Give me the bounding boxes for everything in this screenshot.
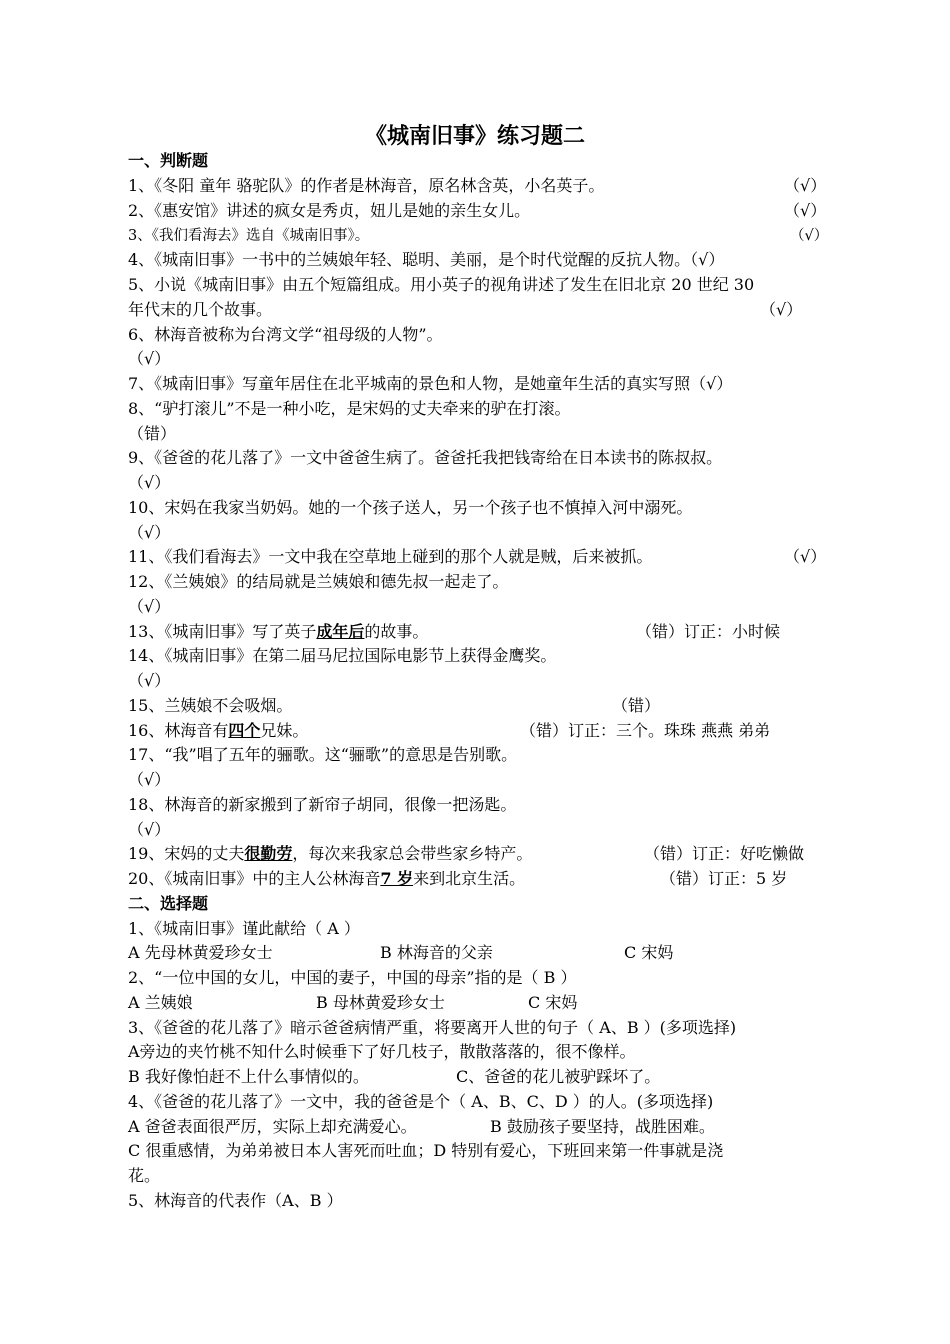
answer-mark: （错） [128, 424, 177, 443]
answer-mark: （错）订正：三个。珠珠 燕燕 弟弟 [520, 721, 771, 740]
answer-mark: （√） [128, 349, 171, 368]
question-10-mark [128, 521, 828, 546]
question-text: 5、小说《城南旧事》由五个短篇组成。用小英子的视角讲述了发生在旧北京 20 世纪 30 [128, 275, 755, 294]
choice-options-4cd-cont [128, 1164, 828, 1189]
option-a: A 爸爸表面很严厉，实际上却充满爱心。 [128, 1117, 417, 1136]
question-text: 7、《城南旧事》写童年居住在北平城南的景色和人物，是她童年生活的真实写照（√） [128, 374, 733, 393]
question-text: 13、《城南旧事》写了英子 [128, 622, 317, 641]
question-text: 19、宋妈的丈夫 [128, 844, 245, 863]
question-14 [128, 644, 828, 669]
question-17-mark [128, 768, 828, 793]
question-text: 4、《爸爸的花儿落了》一文中，我的爸爸是个（ A、B、C、D ）的人。(多项选择) [128, 1092, 714, 1111]
option-c: C 宋妈 [624, 943, 674, 962]
question-18-mark [128, 818, 828, 843]
answer-mark: （√） [784, 176, 827, 195]
choice-question-4 [128, 1090, 828, 1115]
question-text: 14、《城南旧事》在第二届马尼拉国际电影节上获得金鹰奖。 [128, 646, 557, 665]
question-12 [128, 570, 828, 595]
question-18 [128, 793, 828, 818]
question-14-mark [128, 669, 828, 694]
question-text: 1、《城南旧事》谨此献给（ A ） [128, 919, 360, 938]
choice-option-3a [128, 1040, 828, 1065]
question-text: 11、《我们看海去》一文中我在空草地上碰到的那个人就是贼，后来被抓。 [128, 547, 653, 566]
choice-question-3 [128, 1016, 828, 1041]
answer-mark: （√） [128, 523, 171, 542]
choice-options-3bc [128, 1065, 828, 1090]
emphasized-text: 成年后 [316, 622, 365, 641]
question-4 [128, 248, 828, 273]
question-6-mark [128, 347, 828, 372]
emphasized-text: 很勤劳 [244, 844, 293, 863]
question-11 [128, 545, 828, 570]
section-heading-choice: 二、选择题 [128, 894, 209, 913]
answer-mark: （√） [128, 770, 171, 789]
choice-question-2 [128, 966, 828, 991]
option-a: A 兰姨娘 [128, 993, 193, 1012]
question-text: 2、《惠安馆》讲述的疯女是秀贞，妞儿是她的亲生女儿。 [128, 201, 531, 220]
question-text: 来到北京生活。 [413, 869, 526, 888]
question-20 [128, 867, 828, 892]
question-16 [128, 719, 828, 744]
question-5-line-1 [128, 273, 828, 298]
answer-mark: （√） [790, 228, 829, 244]
question-text: 2、“一位中国的女儿，中国的妻子，中国的母亲”指的是（ B ） [128, 968, 577, 987]
question-text: 兄妹。 [260, 721, 309, 740]
page-title: 《城南旧事》练习题二 [364, 124, 585, 149]
question-10 [128, 496, 828, 521]
answer-mark: （√） [784, 201, 827, 220]
question-9 [128, 446, 828, 471]
option-cd: C 很重感情，为弟弟被日本人害死而吐血；D 特别有爱心，下班回来第一件事就是浇 [128, 1141, 724, 1160]
question-text: 4、《城南旧事》一书中的兰姨娘年轻、聪明、美丽，是个时代觉醒的反抗人物。（√） [128, 250, 725, 269]
question-9-mark [128, 471, 828, 496]
question-text: 17、“我”唱了五年的骊歌。这“骊歌”的意思是告别歌。 [128, 745, 518, 764]
question-text: 20、《城南旧事》中的主人公林海音 [128, 869, 381, 888]
answer-mark: （错）订正：小时候 [636, 622, 781, 641]
question-text: 15、兰姨娘不会吸烟。 [128, 696, 293, 715]
question-8-mark [128, 422, 828, 447]
option-c: C 宋妈 [528, 993, 578, 1012]
question-12-mark [128, 595, 828, 620]
answer-mark: （错）订正：5 岁 [660, 869, 788, 888]
question-text: 年代末的几个故事。 [128, 300, 273, 319]
option-b: B 母林黄爱珍女士 [316, 993, 445, 1012]
question-text: 9、《爸爸的花儿落了》一文中爸爸生病了。爸爸托我把钱寄给在日本读书的陈叔叔。 [128, 448, 723, 467]
option-cd: 花。 [128, 1166, 161, 1185]
question-text: 3、《爸爸的花儿落了》暗示爸爸病情严重，将要离开人世的句子（ A、B ）(多项选择) [128, 1018, 737, 1037]
question-2 [128, 199, 828, 224]
option-b: B 我好像怕赶不上什么事情似的。 [128, 1067, 369, 1086]
question-text: 5、林海音的代表作（A、B ） [128, 1191, 343, 1210]
question-text: 16、林海音有 [128, 721, 229, 740]
question-text: 3、《我们看海去》选自《城南旧事》。 [128, 228, 370, 244]
question-13 [128, 620, 828, 645]
option-b: B 林海音的父亲 [380, 943, 493, 962]
emphasized-text: 四个 [228, 721, 261, 740]
question-text: ，每次来我家总会带些家乡特产。 [292, 844, 533, 863]
option-a: A 先母林黄爱珍女士 [128, 943, 273, 962]
choice-options-4ab [128, 1115, 828, 1140]
question-text: 6、林海音被称为台湾文学“祖母级的人物”。 [128, 325, 443, 344]
emphasized-text: 7 岁 [380, 869, 414, 888]
question-text: 1、《冬阳 童年 骆驼队》的作者是林海音，原名林含英，小名英子。 [128, 176, 605, 195]
answer-mark: （√） [784, 547, 827, 566]
question-8 [128, 397, 828, 422]
question-3 [128, 224, 828, 249]
question-15 [128, 694, 828, 719]
question-5-line-2 [128, 298, 828, 323]
question-text: 18、林海音的新家搬到了新帘子胡同，很像一把汤匙。 [128, 795, 517, 814]
option-b: B 鼓励孩子要坚持，战胜困难。 [490, 1117, 715, 1136]
question-19 [128, 842, 828, 867]
section-heading-judgement: 一、判断题 [128, 151, 209, 170]
answer-mark: （√） [128, 671, 171, 690]
answer-mark: （√） [128, 597, 171, 616]
question-text: 10、宋妈在我家当奶妈。她的一个孩子送人，另一个孩子也不慎掉入河中溺死。 [128, 498, 693, 517]
question-text: 8、“驴打滚儿”不是一种小吃，是宋妈的丈夫牵来的驴在打滚。 [128, 399, 571, 418]
choice-options-2 [128, 991, 828, 1016]
answer-mark: （√） [128, 820, 171, 839]
question-text: 12、《兰姨娘》的结局就是兰姨娘和德先叔一起走了。 [128, 572, 509, 591]
choice-question-5 [128, 1189, 828, 1214]
choice-options-1 [128, 941, 828, 966]
answer-mark: （√） [760, 300, 803, 319]
question-17 [128, 743, 828, 768]
choice-question-1 [128, 917, 828, 942]
question-6 [128, 323, 828, 348]
answer-mark: （错）订正：好吃懒做 [644, 844, 805, 863]
question-1 [128, 174, 828, 199]
option-c: C、爸爸的花儿被驴踩坏了。 [456, 1067, 661, 1086]
choice-options-4cd [128, 1139, 828, 1164]
question-7 [128, 372, 828, 397]
answer-mark: （错） [612, 696, 661, 715]
option-a: A旁边的夹竹桃不知什么时候垂下了好几枝子，散散落落的，很不像样。 [128, 1042, 636, 1061]
answer-mark: （√） [128, 473, 171, 492]
question-text: 的故事。 [364, 622, 429, 641]
